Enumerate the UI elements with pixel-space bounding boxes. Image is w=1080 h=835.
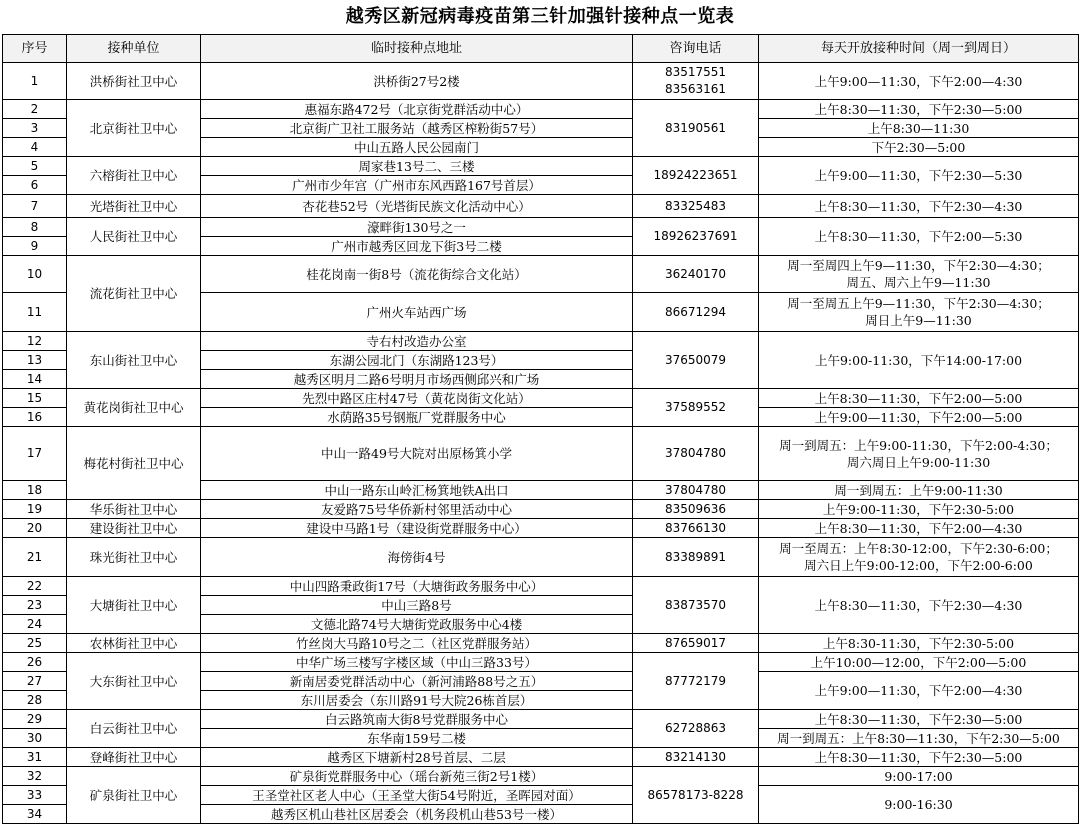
open-hours-cell: 上午9:00—11:30，下午2:00—4:30 — [759, 63, 1079, 100]
vaccination-unit-cell: 白云街社卫中心 — [67, 710, 201, 748]
open-hours-cell: 下午2:30—5:00 — [759, 138, 1079, 157]
serial-number-cell: 21 — [3, 538, 67, 577]
open-hours-cell: 上午9:00—11:30，下午2:00—5:00 — [759, 408, 1079, 427]
site-address-cell: 周家巷13号二、三楼 — [201, 157, 633, 176]
table-row — [3, 710, 1079, 729]
table-row — [3, 195, 1079, 218]
site-address-cell: 中华广场三楼写字楼区域（中山三路33号） — [201, 653, 633, 672]
serial-number-cell: 8 — [3, 218, 67, 237]
table-row — [3, 100, 1079, 119]
table-row — [3, 500, 1079, 519]
open-hours-cell: 9:00-16:30 — [759, 786, 1079, 824]
vaccination-unit-cell: 光塔街社卫中心 — [67, 195, 201, 218]
table-header-row — [3, 35, 1079, 63]
open-hours-cell: 上午10:00—12:00，下午2:00—5:00 — [759, 653, 1079, 672]
serial-number-cell: 28 — [3, 691, 67, 710]
table-row — [3, 389, 1079, 408]
site-address-cell: 寺右村改造办公室 — [201, 332, 633, 351]
open-hours-cell: 上午8:30-11:30，下午2:30-5:00 — [759, 634, 1079, 653]
serial-number-cell: 26 — [3, 653, 67, 672]
vaccination-unit-cell: 东山街社卫中心 — [67, 332, 201, 389]
site-address-cell: 中山一路东山岭汇杨箕地铁A出口 — [201, 481, 633, 500]
serial-number-cell: 22 — [3, 577, 67, 596]
inquiry-phone-cell: 86671294 — [633, 293, 759, 332]
site-address-cell: 越秀区机山巷社区居委会（机务段机山巷53号一楼） — [201, 805, 633, 824]
open-hours-cell: 上午8:30—11:30，下午2:30—5:00 — [759, 100, 1079, 119]
table-body — [3, 63, 1079, 824]
vaccination-unit-cell: 梅花村街社卫中心 — [67, 427, 201, 500]
serial-number-cell: 29 — [3, 710, 67, 729]
serial-number-cell: 4 — [3, 138, 67, 157]
vaccination-unit-cell: 登峰街社卫中心 — [67, 748, 201, 767]
site-address-cell: 中山三路8号 — [201, 596, 633, 615]
table-row — [3, 577, 1079, 596]
serial-number-cell: 10 — [3, 256, 67, 293]
table-row — [3, 748, 1079, 767]
inquiry-phone-cell: 87772179 — [633, 653, 759, 710]
vaccination-unit-cell: 大塘街社卫中心 — [67, 577, 201, 634]
site-address-cell: 广州市越秀区回龙下街3号二楼 — [201, 237, 633, 256]
serial-number-cell: 14 — [3, 370, 67, 389]
open-hours-cell: 上午8:30—11:30，下午2:00—4:30 — [759, 519, 1079, 538]
site-address-cell: 中山四路秉政街17号（大塘街政务服务中心） — [201, 577, 633, 596]
vaccination-unit-cell: 人民街社卫中心 — [67, 218, 201, 256]
table-row — [3, 332, 1079, 351]
vaccination-unit-cell: 建设街社卫中心 — [67, 519, 201, 538]
open-hours-cell: 上午8:30—11:30，下午2:00—5:00 — [759, 389, 1079, 408]
site-address-cell: 越秀区下塘新村28号首层、二层 — [201, 748, 633, 767]
open-hours-cell: 上午8:30—11:30，下午2:30—5:00 — [759, 748, 1079, 767]
open-hours-cell: 上午8:30—11:30，下午2:30—4:30 — [759, 577, 1079, 634]
serial-number-cell: 18 — [3, 481, 67, 500]
vaccination-unit-cell: 大东街社卫中心 — [67, 653, 201, 710]
serial-number-cell: 17 — [3, 427, 67, 481]
open-hours-cell: 周一至周五：上午8:30-12:00，下午2:30-6:00； 周六日上午9:00-12:00，下午2:00-6:00 — [759, 538, 1079, 577]
vaccination-unit-cell: 农林街社卫中心 — [67, 634, 201, 653]
open-hours-cell: 周一至周五上午9—11:30，下午2:30—4:30； 周日上午9—11:30 — [759, 293, 1079, 332]
vaccination-unit-cell: 洪桥街社卫中心 — [67, 63, 201, 100]
inquiry-phone-cell: 86578173-8228 — [633, 767, 759, 824]
open-hours-cell: 周一至周四上午9—11:30，下午2:30—4:30； 周五、周六上午9—11:30 — [759, 256, 1079, 293]
inquiry-phone-cell: 83766130 — [633, 519, 759, 538]
vaccination-unit-cell: 流花街社卫中心 — [67, 256, 201, 332]
site-address-cell: 东湖公园北门（东湖路123号） — [201, 351, 633, 370]
document-title: 越秀区新冠病毒疫苗第三针加强针接种点一览表 — [345, 6, 735, 27]
site-address-cell: 中山一路49号大院对出原杨箕小学 — [201, 427, 633, 481]
serial-number-cell: 1 — [3, 63, 67, 100]
open-hours-cell: 周一到周五：上午8:30—11:30，下午2:30—5:00 — [759, 729, 1079, 748]
open-hours-cell: 上午8:30—11:30，下午2:30—5:00 — [759, 710, 1079, 729]
inquiry-phone-cell: 18924223651 — [633, 157, 759, 195]
open-hours-cell: 上午9:00-11:30，下午14:00-17:00 — [759, 332, 1079, 389]
serial-number-cell: 5 — [3, 157, 67, 176]
inquiry-phone-cell: 83214130 — [633, 748, 759, 767]
site-address-cell: 北京街广卫社工服务站（越秀区榨粉街57号） — [201, 119, 633, 138]
site-address-cell: 建设中马路1号（建设街党群服务中心） — [201, 519, 633, 538]
inquiry-phone-cell: 37589552 — [633, 389, 759, 427]
serial-number-cell: 7 — [3, 195, 67, 218]
inquiry-phone-cell: 18926237691 — [633, 218, 759, 256]
serial-number-cell: 11 — [3, 293, 67, 332]
header-vaccination-unit: 接种单位 — [67, 35, 201, 63]
site-address-cell: 东华南159号二楼 — [201, 729, 633, 748]
open-hours-cell: 上午8:30—11:30，下午2:00—5:30 — [759, 218, 1079, 256]
site-address-cell: 海傍街4号 — [201, 538, 633, 577]
table-row — [3, 256, 1079, 293]
open-hours-cell: 上午9:00—11:30，下午2:30—5:30 — [759, 157, 1079, 195]
inquiry-phone-cell: 37650079 — [633, 332, 759, 389]
open-hours-cell: 周一到周五：上午9:00-11:30 — [759, 481, 1079, 500]
serial-number-cell: 3 — [3, 119, 67, 138]
table-row — [3, 767, 1079, 786]
inquiry-phone-cell: 36240170 — [633, 256, 759, 293]
serial-number-cell: 2 — [3, 100, 67, 119]
serial-number-cell: 27 — [3, 672, 67, 691]
inquiry-phone-cell: 83389891 — [633, 538, 759, 577]
header-inquiry-phone: 咨询电话 — [633, 35, 759, 63]
table-row — [3, 519, 1079, 538]
site-address-cell: 矿泉街党群服务中心（瑶台新苑三街2号1楼） — [201, 767, 633, 786]
site-address-cell: 中山五路人民公园南门 — [201, 138, 633, 157]
site-address-cell: 王圣堂社区老人中心（王圣堂大街54号附近，圣晖园对面） — [201, 786, 633, 805]
vaccination-unit-cell: 矿泉街社卫中心 — [67, 767, 201, 824]
table-row — [3, 157, 1079, 176]
serial-number-cell: 13 — [3, 351, 67, 370]
serial-number-cell: 31 — [3, 748, 67, 767]
serial-number-cell: 32 — [3, 767, 67, 786]
header-temporary-site-address: 临时接种点地址 — [201, 35, 633, 63]
inquiry-phone-cell: 87659017 — [633, 634, 759, 653]
table-row — [3, 427, 1079, 481]
open-hours-cell: 上午8:30—11:30，下午2:30—4:30 — [759, 195, 1079, 218]
serial-number-cell: 12 — [3, 332, 67, 351]
serial-number-cell: 9 — [3, 237, 67, 256]
table-row — [3, 218, 1079, 237]
vaccination-unit-cell: 华乐街社卫中心 — [67, 500, 201, 519]
site-address-cell: 越秀区明月二路6号明月市场西侧邱兴和广场 — [201, 370, 633, 389]
inquiry-phone-cell: 83517551 83563161 — [633, 63, 759, 100]
inquiry-phone-cell: 37804780 — [633, 481, 759, 500]
open-hours-cell: 上午9:00-11:30，下午2:30-5:00 — [759, 500, 1079, 519]
table-row — [3, 63, 1079, 100]
site-address-cell: 洪桥街27号2楼 — [201, 63, 633, 100]
serial-number-cell: 20 — [3, 519, 67, 538]
header-daily-open-hours: 每天开放接种时间（周一到周日） — [759, 35, 1079, 63]
inquiry-phone-cell: 83873570 — [633, 577, 759, 634]
serial-number-cell: 24 — [3, 615, 67, 634]
site-address-cell: 惠福东路472号（北京街党群活动中心） — [201, 100, 633, 119]
vaccination-sites-table — [2, 34, 1079, 824]
open-hours-cell: 上午9:00—11:30，下午2:00—4:30 — [759, 672, 1079, 710]
site-address-cell: 桂花岗南一街8号（流花街综合文化站） — [201, 256, 633, 293]
serial-number-cell: 34 — [3, 805, 67, 824]
inquiry-phone-cell: 83190561 — [633, 100, 759, 157]
site-address-cell: 竹丝岗大马路10号之二（社区党群服务站） — [201, 634, 633, 653]
vaccination-unit-cell: 六榕街社卫中心 — [67, 157, 201, 195]
site-address-cell: 广州火车站西广场 — [201, 293, 633, 332]
site-address-cell: 友爱路75号华侨新村邻里活动中心 — [201, 500, 633, 519]
site-address-cell: 广州市少年宫（广州市东风西路167号首层） — [201, 176, 633, 195]
vaccination-unit-cell: 北京街社卫中心 — [67, 100, 201, 157]
inquiry-phone-cell: 83509636 — [633, 500, 759, 519]
serial-number-cell: 15 — [3, 389, 67, 408]
vaccination-unit-cell: 珠光街社卫中心 — [67, 538, 201, 577]
open-hours-cell: 9:00-17:00 — [759, 767, 1079, 786]
table-row — [3, 538, 1079, 577]
serial-number-cell: 25 — [3, 634, 67, 653]
inquiry-phone-cell: 37804780 — [633, 427, 759, 481]
site-address-cell: 文德北路74号大塘街党政服务中心4楼 — [201, 615, 633, 634]
table-row — [3, 653, 1079, 672]
serial-number-cell: 30 — [3, 729, 67, 748]
serial-number-cell: 19 — [3, 500, 67, 519]
header-serial-number: 序号 — [3, 35, 67, 63]
vaccination-unit-cell: 黄花岗街社卫中心 — [67, 389, 201, 427]
site-address-cell: 先烈中路区庄村47号（黄花岗街文化站） — [201, 389, 633, 408]
open-hours-cell: 上午8:30—11:30 — [759, 119, 1079, 138]
table-row — [3, 634, 1079, 653]
inquiry-phone-cell: 83325483 — [633, 195, 759, 218]
site-address-cell: 濠畔街130号之一 — [201, 218, 633, 237]
serial-number-cell: 16 — [3, 408, 67, 427]
serial-number-cell: 23 — [3, 596, 67, 615]
site-address-cell: 白云路筑南大街8号党群服务中心 — [201, 710, 633, 729]
serial-number-cell: 6 — [3, 176, 67, 195]
site-address-cell: 杏花巷52号（光塔街民族文化活动中心） — [201, 195, 633, 218]
site-address-cell: 东川居委会（东川路91号大院26栋首层） — [201, 691, 633, 710]
open-hours-cell: 周一到周五：上午9:00-11:30，下午2:00-4:30； 周六周日上午9:00-11:30 — [759, 427, 1079, 481]
site-address-cell: 新南居委党群活动中心（新河浦路88号之五） — [201, 672, 633, 691]
serial-number-cell: 33 — [3, 786, 67, 805]
inquiry-phone-cell: 62728863 — [633, 710, 759, 748]
site-address-cell: 水荫路35号钢瓶厂党群服务中心 — [201, 408, 633, 427]
